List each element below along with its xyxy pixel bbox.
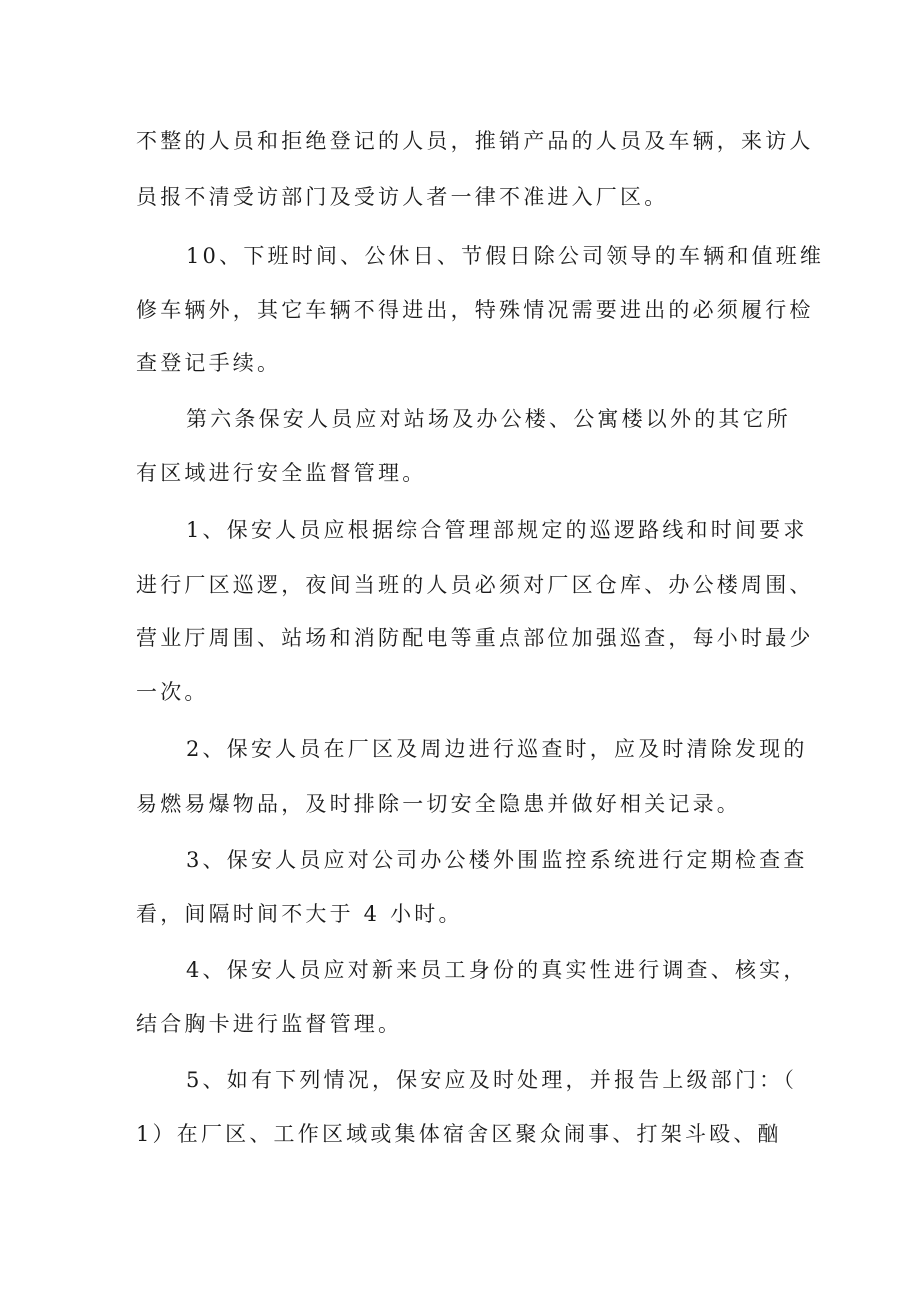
paragraph-first-line: 10、下班时间、公休日、节假日除公司领导的车辆和值班维 (186, 244, 825, 268)
text-line: 有区域进行安全监督管理。 (136, 461, 427, 485)
text-line: 查登记手续。 (136, 351, 282, 375)
text-line: 一次。 (136, 680, 209, 704)
text-line: 修车辆外，其它车辆不得进出，特殊情况需要进出的必须履行检 (136, 298, 814, 322)
text-line: 结合胸卡进行监督管理。 (136, 1012, 403, 1036)
paragraph-first-line: 3、保安人员应对公司办公楼外围监控系统进行定期检查查 (186, 848, 808, 872)
text-line: 易燃易爆物品，及时排除一切安全隐患并做好相关记录。 (136, 792, 741, 816)
paragraph-first-line: 2、保安人员在厂区及周边进行巡查时，应及时清除发现的 (186, 737, 808, 761)
paragraph-first-line: 1、保安人员应根据综合管理部规定的巡逻路线和时间要求 (186, 518, 808, 542)
text-line: 营业厅周围、站场和消防配电等重点部位加强巡查，每小时最少 (136, 626, 814, 650)
paragraph-first-line: 第六条保安人员应对站场及办公楼、公寓楼以外的其它所 (186, 407, 791, 431)
text-line: 员报不清受访部门及受访人者一律不准进入厂区。 (136, 185, 669, 209)
paragraph-first-line: 4、保安人员应对新来员工身份的真实性进行调查、核实， (186, 958, 808, 982)
text-line: 看，间隔时间不大于 4 小时。 (136, 902, 463, 926)
text-line: 1）在厂区、工作区域或集体宿舍区聚众闹事、打架斗殴、酗 (136, 1122, 782, 1146)
paragraph-first-line: 5、如有下列情况，保安应及时处理，并报告上级部门：（ (186, 1068, 798, 1092)
text-line: 不整的人员和拒绝登记的人员，推销产品的人员及车辆，来访人 (136, 129, 814, 153)
text-line: 进行厂区巡逻，夜间当班的人员必须对厂区仓库、办公楼周围、 (136, 573, 814, 597)
